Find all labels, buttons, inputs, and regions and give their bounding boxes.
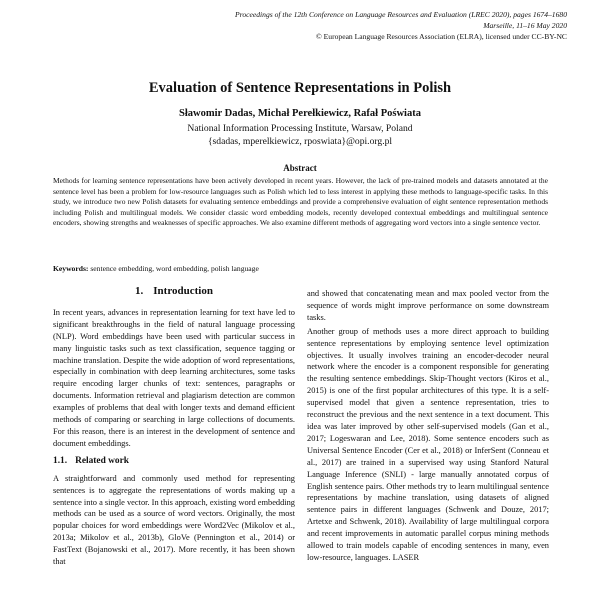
- keywords-text: sentence embedding, word embedding, polish language: [88, 264, 259, 273]
- subsection-heading-related-work: [53, 456, 295, 468]
- section-title: Introduction: [153, 285, 213, 297]
- section-heading-introduction: [53, 286, 295, 298]
- header-license-line: © European Language Resources Association (ELRA), licensed under CC-BY-NC: [315, 32, 567, 41]
- keywords: [53, 264, 259, 273]
- header-proceedings-line: Proceedings of the 12th Conference on Language Resources and Evaluation (LREC 2020), pages 1674–1680: [235, 10, 567, 19]
- related-work-paragraph: A straightforward and commonly used method for representing sentences is to aggregate the representations of words making up a sentence into a single vector. In this approach, existing word embedding methods can be used as a source of word vectors. Originally, the most popular choices for word embeddings were Word2Vec (Mikolov et al., 2013a; Mikolov et al., 2013b), GloVe (Pennington et al., 2014) or FastText (Bojanowski et al., 2017). More recently, it has been shown that: [53, 473, 295, 567]
- paper-emails: {sdadas, mperelkiewicz, rposwiata}@opi.org.pl: [207, 136, 393, 147]
- paper-title: Evaluation of Sentence Representations in Polish: [148, 80, 452, 96]
- subsection-number: 1.1.: [53, 455, 68, 466]
- paper-affiliation: National Information Processing Institute, Warsaw, Poland: [187, 123, 413, 134]
- paper-authors: Sławomir Dadas, Michał Perełkiewicz, Rafał Poświata: [179, 108, 421, 119]
- right-paragraph-2: Another group of methods uses a more direct approach to building sentence representations by employing sentence level optimization objectives. It usually involves training an encoder-decoder neural network where the encoder is a component responsible for generating the resulting sentence embeddings. Skip-Thought vectors (Kiros et al., 2015) is one of the first popular architectures of this type. It is a self-supervised model that given a sentence representation, tries to reconstruct the previous and the next sentence in a text document. This idea was later improved by other self-supervised models (Gan et al., 2017; Logeswaran and Lee, 2018). Some sentence encoders such as Universal Sentence Encoder (Cer et al., 2018) or InferSent (Conneau et al., 2017) are trained in a supervised way using Stanford Natural Language Inference (SNLI) - large manually annotated corpus of English sentence pairs. Other methods try to learn multilingual sentence representations by machine translation, using datasets of aligned sentence pairs in different languages (Schwenk and Douze, 2017; Artetxe and Schwenk, 2018). Availability of large multilingual corpora and recent improvements in automatic parallel corpus mining methods allowed to train models capable of encoding sentences in many, even low-resource, languages. LASER: [307, 326, 549, 562]
- proceedings-header: [235, 9, 567, 42]
- right-paragraph-1: and showed that concatenating mean and max pooled vector from the sequence of words might improve performance on some downstream tasks.: [307, 289, 549, 322]
- abstract-text: Methods for learning sentence representations have been actively developed in recent years. However, the lack of pre-trained models and datasets annotated at the sentence level has been a problem for low-resource languages such as Polish which led to less interest in applying these methods to language-specific tasks. In this study, we introduce two new Polish datasets for evaluating sentence embeddings and provide a comprehensive evaluation of eight sentence representation methods including Polish and multilingual models. We consider classic word embedding models, recently developed contextual embeddings and multilingual sentence encoders, showing strengths and weaknesses of specific approaches. We also examine different methods of aggregating word vectors into a single sentence vector.: [53, 176, 548, 227]
- header-location-line: Marseille, 11–16 May 2020: [483, 21, 567, 30]
- section-number: 1.: [135, 285, 144, 297]
- keywords-label: Keywords:: [53, 264, 89, 273]
- abstract-heading: Abstract: [283, 163, 317, 173]
- right-column: [307, 288, 549, 566]
- subsection-title: Related work: [75, 455, 129, 466]
- left-column: [53, 286, 295, 570]
- intro-paragraph: In recent years, advances in representation learning for text have led to significant breakthroughs in the field of natural language processing (NLP). Word embeddings have been used with particular success in many linguistic tasks such as text classification, sequence tagging or machine translation. Despite the wide adoption of word representations, especially in combination with deep learning architectures, some tasks require encoding larger chunks of text: sentences, paragraphs or documents. Information retrieval and plagiarism detection are common examples of problems that deal with longer texts and demand efficient methods of comparing or searching in large collections of documents. For this reason, there is an interest in the development of sentence and document embeddings.: [53, 307, 295, 448]
